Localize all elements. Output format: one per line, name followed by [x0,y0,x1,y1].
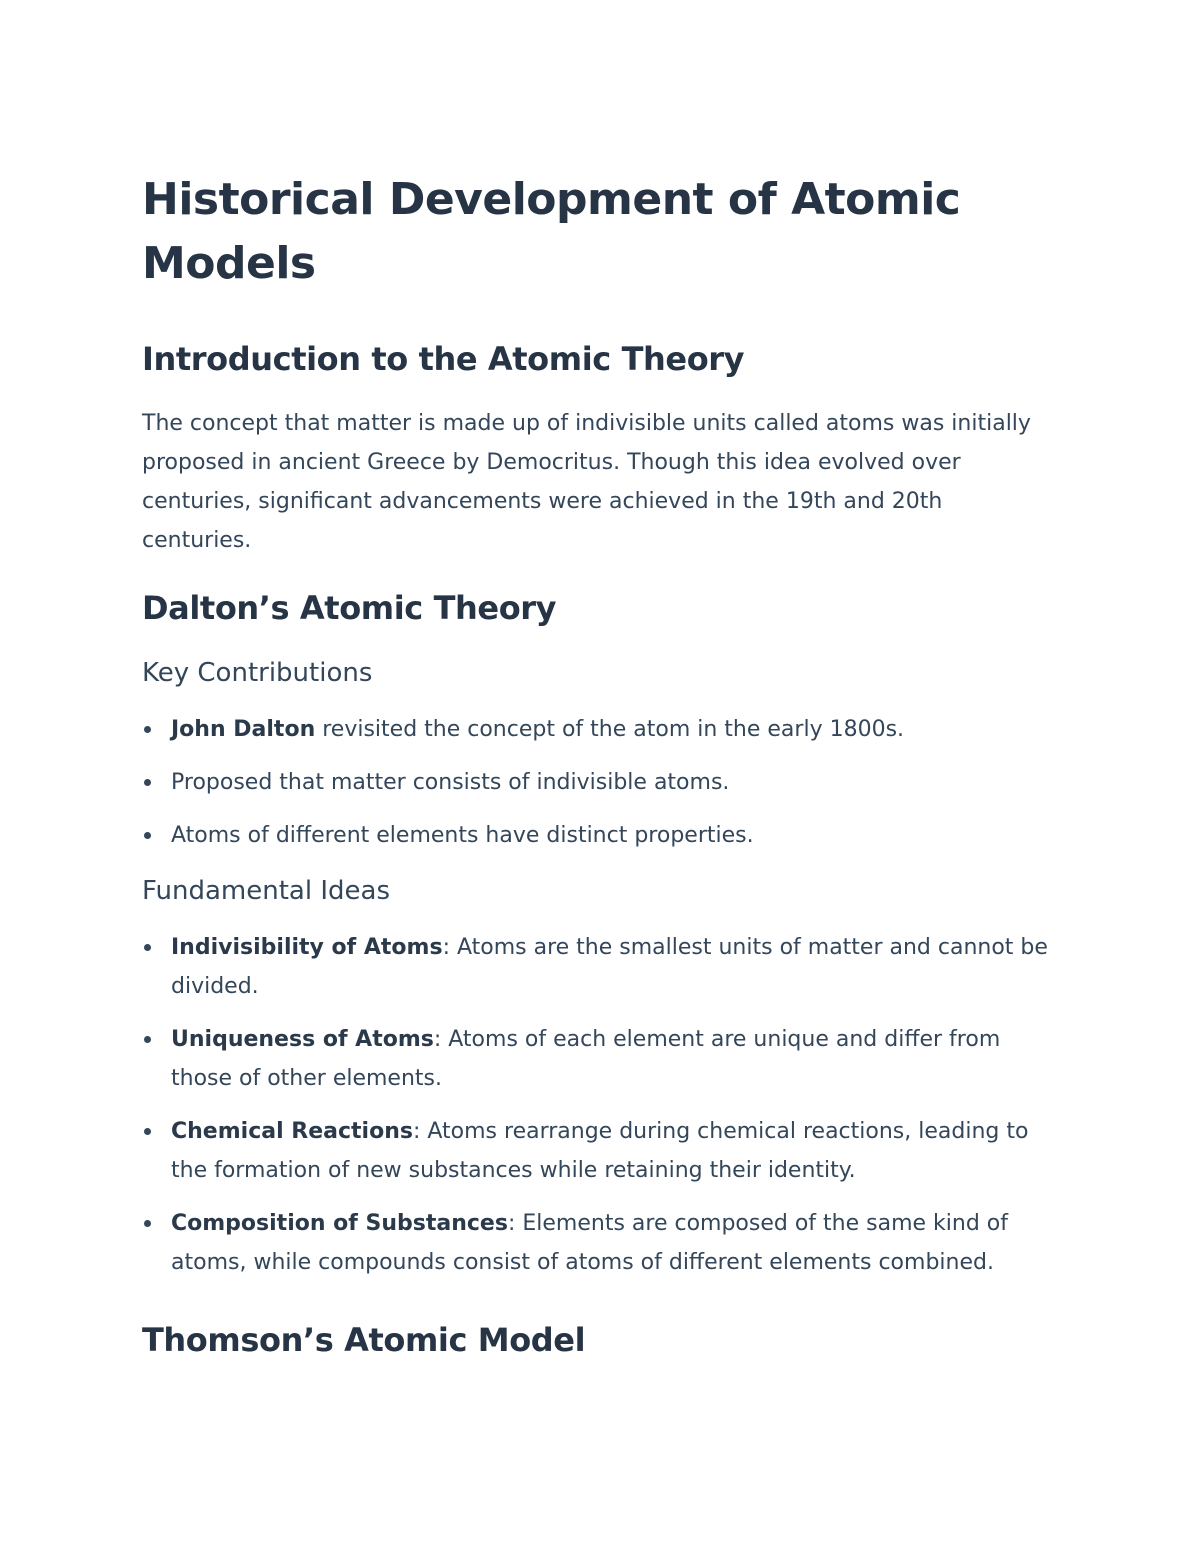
list-item [142,763,1072,802]
bullet-icon [144,1220,151,1227]
list-item-text: : Elements are composed of the same kind of atoms, while compounds consist of atoms of different elements combined. [171,1211,1008,1275]
list-item-bold: John Dalton [171,717,316,742]
list-item [142,816,1072,855]
document-page [142,168,1072,1360]
list-item [142,928,1057,1006]
section-heading-thomson: Thomson’s Atomic Model [142,1321,586,1359]
list-item [142,1204,1057,1282]
bullet-icon [144,726,151,733]
bullet-icon [144,779,151,786]
bullet-icon [144,1036,151,1043]
list-item-text: Proposed that matter consists of indivisible atoms. [171,770,730,795]
list-item-bold: Composition of Substances [171,1211,508,1236]
list-item [142,710,1072,749]
list-item-bold: Chemical Reactions [171,1119,413,1144]
list-item-text: : Atoms are the smallest units of matter and cannot be divided. [171,935,1048,999]
list-item [142,1112,1057,1190]
list-item-bold: Indivisibility of Atoms [171,935,443,960]
list-item-text: : Atoms of each element are unique and differ from those of other elements. [171,1027,1001,1091]
list-item [142,1020,1057,1098]
bullet-icon [144,832,151,839]
document-title: Historical Development of Atomic Models [142,174,961,289]
fundamental-ideas-list [142,928,1057,1282]
bullet-icon [144,944,151,951]
list-item-text: Atoms of different elements have distinct properties. [171,823,754,848]
bullet-icon [144,1128,151,1135]
section-heading-dalton: Dalton’s Atomic Theory [142,589,557,627]
intro-paragraph: The concept that matter is made up of indivisible units called atoms was initially proposed in ancient Greece by Democritus. Though this idea evolved over centuries, significant advancements were achieved in the 19th and 20th centuries. [142,411,1031,553]
key-contributions-list [142,710,1072,855]
list-item-text: revisited the concept of the atom in the early 1800s. [315,717,905,742]
subheading-fundamental-ideas: Fundamental Ideas [142,876,390,906]
subheading-key-contributions: Key Contributions [142,658,373,688]
list-item-bold: Uniqueness of Atoms [171,1027,434,1052]
list-item-text: : Atoms rearrange during chemical reactions, leading to the formation of new substances while retaining their identity. [171,1119,1029,1183]
section-heading-intro: Introduction to the Atomic Theory [142,340,745,378]
